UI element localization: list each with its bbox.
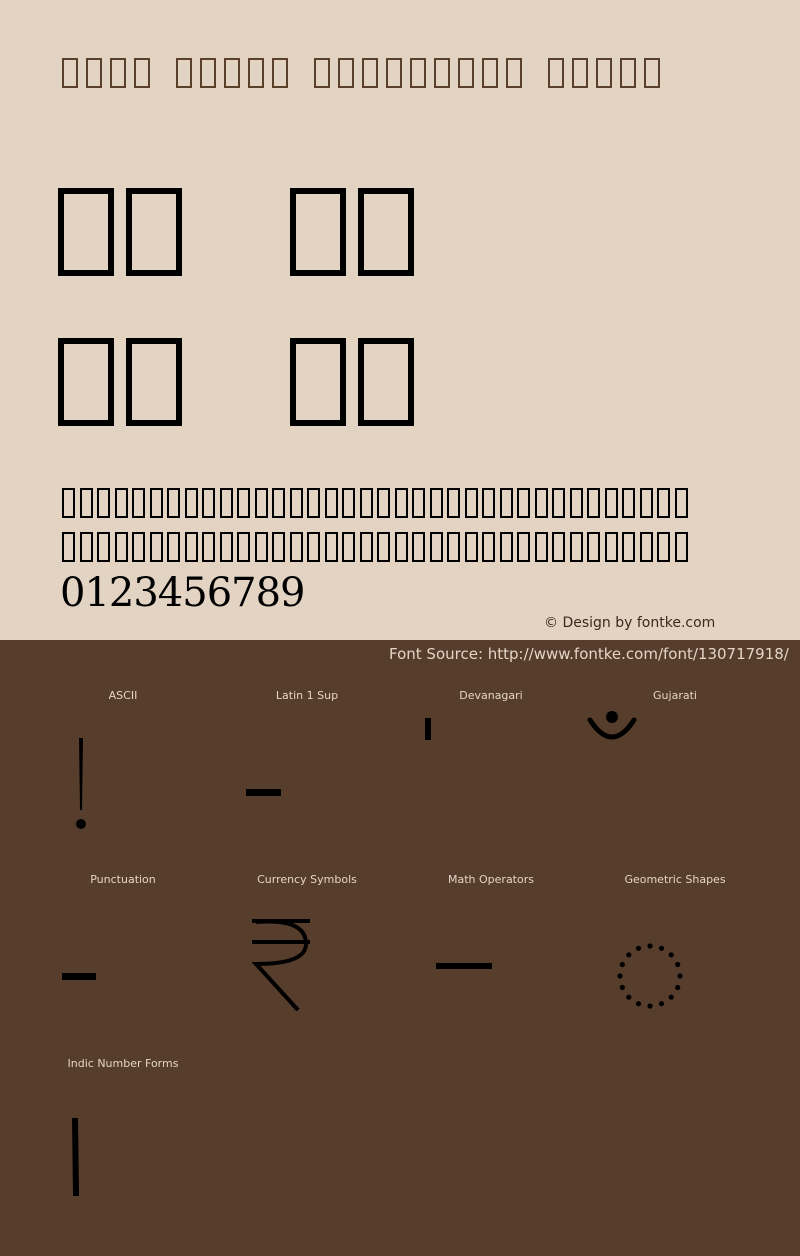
large-sample-row-1 (58, 188, 426, 280)
block-label-math-operators: Math Operators (448, 873, 534, 886)
danda-glyph-icon (424, 716, 434, 742)
font-title (62, 58, 668, 94)
exclamation-glyph-icon (66, 736, 96, 832)
dash-glyph-icon (246, 788, 282, 798)
block-label-ascii: ASCII (108, 689, 138, 702)
block-label-currency-symbols: Currency Symbols (257, 873, 357, 886)
block-label-gujarati: Gujarati (653, 689, 697, 702)
glyph-sample-row-2 (62, 532, 692, 566)
block-label-indic-number-forms: Indic Number Forms (67, 1057, 179, 1070)
dash-glyph-icon (62, 972, 98, 982)
rupee-glyph-icon (248, 916, 314, 1014)
block-label-devanagari: Devanagari (459, 689, 523, 702)
block-label-punctuation: Punctuation (90, 873, 156, 886)
minus-glyph-icon (436, 962, 494, 972)
block-label-latin-1-sup: Latin 1 Sup (275, 689, 339, 702)
block-label-geometric-shapes: Geometric Shapes (624, 873, 726, 886)
large-sample-row-2 (58, 338, 426, 430)
candrabindu-glyph-icon (586, 708, 638, 744)
digits-sample: 0123456789 (60, 570, 305, 616)
glyph-sample-row-1 (62, 488, 692, 522)
font-source-link[interactable]: Font Source: http://www.fontke.com/font/130717918/ (389, 645, 789, 663)
dotted-circle-glyph-icon (616, 942, 684, 1010)
design-credit: © Design by fontke.com (544, 615, 716, 631)
vertical-bar-glyph-icon (68, 1116, 84, 1200)
